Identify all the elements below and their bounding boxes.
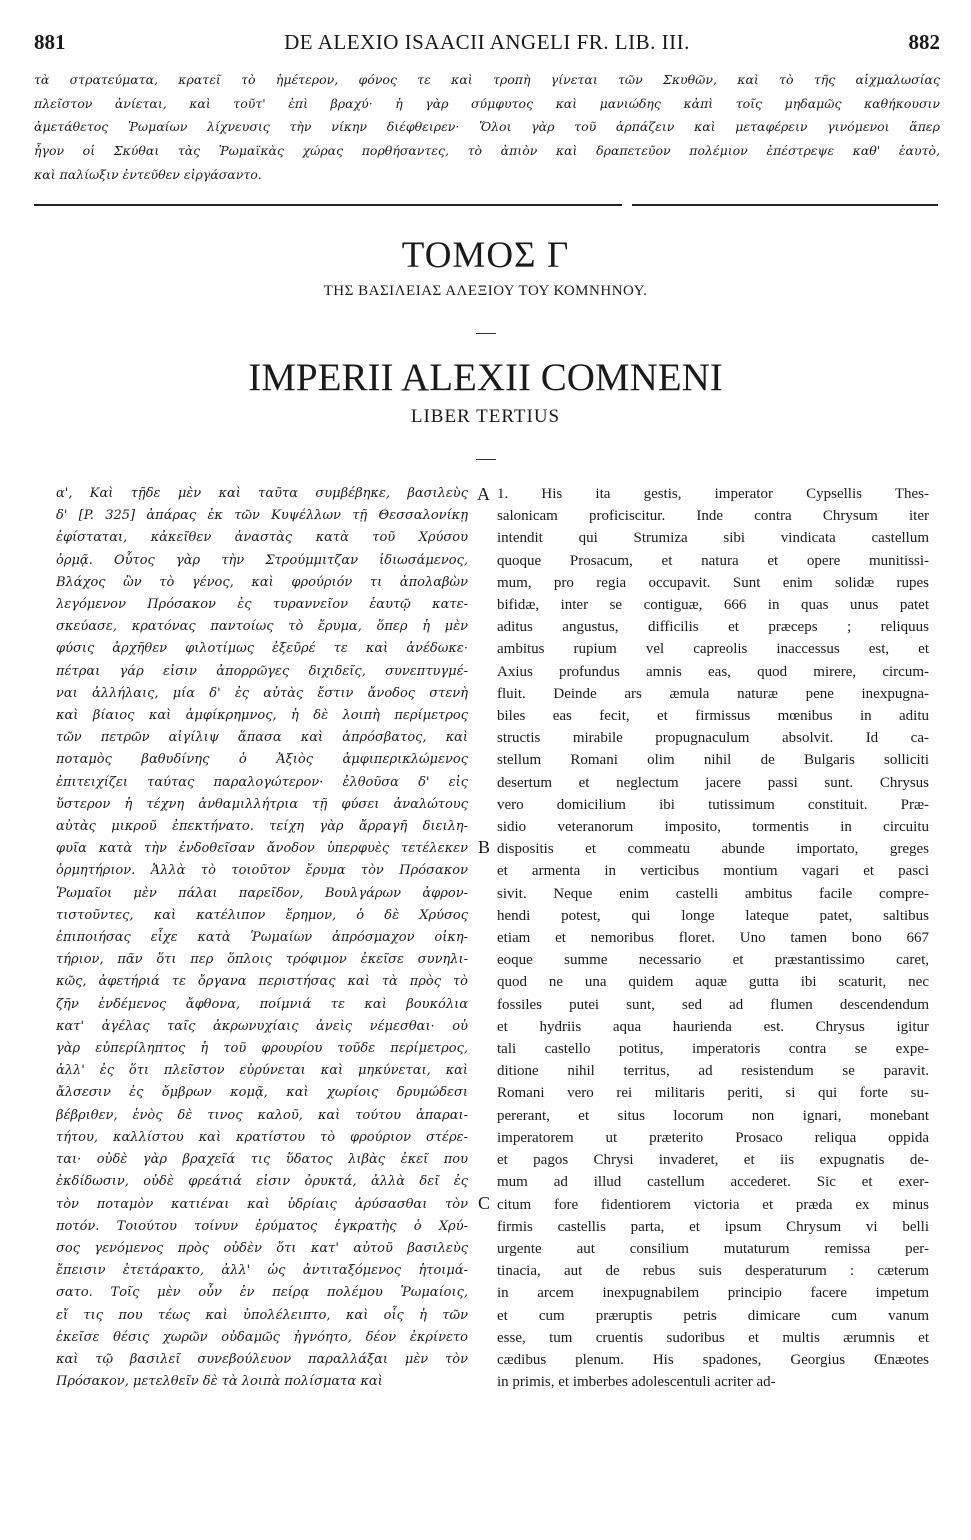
greek-line: σος γενόμενος πρὸς οὐδὲν ὅτι κατ' αὐτοῦ βασιλεὺς — [56, 1240, 468, 1256]
greek-line: καὶ τῷ βασιλεῖ συνεβούλευον παραλλάξαι μὲν τὸν — [56, 1351, 468, 1367]
greek-line: ται· οὐδὲ γὰρ βραχεῖά τις ὕδατος λιβὰς ἐκεῖ που — [56, 1152, 468, 1168]
greek-line: ἐφίσταται, κἀκεῖθεν ἀναστὰς κατὰ τοῦ Χρύσου — [56, 530, 468, 546]
latin-line: quod ne una quidem aquæ gutta ibi scaturit, nec — [497, 974, 929, 991]
greek-line: Πρόσακον, μετελθεῖν δὲ τὰ λοιπὰ πολίσματα καὶ — [56, 1374, 383, 1390]
latin-line: in primis, et imberbes adolescentuli acriter ad- — [497, 1374, 776, 1391]
margin-marker-a: A — [477, 484, 490, 504]
title-separator — [476, 459, 496, 460]
greek-line: κατ' ἀγέλας ταῖς ἀκρωνυχίαις ἀνεὶς νέμεσθαι· οὐ — [56, 1018, 468, 1034]
section-rule-left — [34, 204, 622, 206]
greek-line: ποταμὸς βαθυδίνης ὁ Ἀξιὸς ἀμφιπερικλώμενος — [56, 752, 468, 768]
greek-line: τήτου, καλλίστου καὶ κρατίστου τὸ φρούριον στέρε- — [56, 1129, 468, 1145]
latin-line: aditus angustus, difficilis et præceps ; reliquus — [497, 619, 929, 636]
greek-line: τήριον, πᾶν ὅτι περ ὅπλοις τρόφιμον ἐκεῖσε συνηλι- — [56, 952, 468, 968]
title-separator — [476, 333, 496, 334]
greek-line: ὁρμητήριον. Ἀλλὰ τὸ τοιοῦτον ἔρυμα τὸν Πρόσακον — [56, 863, 468, 879]
latin-line: eoque summe necessario et præstantissimo caret, — [497, 952, 929, 969]
latin-line: tinacia, aut de rebus suis desperaturum : cæterum — [497, 1263, 929, 1280]
latin-line: intendit qui Strumiza sibi vindicata castellum — [497, 530, 929, 547]
greek-line: ἐπιτειχίζει ταύτας παραλογώτερον· ἐλθοῦσα δ' εἰς — [56, 774, 468, 790]
latin-line: structis mirabile propugnaculum absolvit. Id ca- — [497, 730, 929, 747]
latin-line: in arcem inexpugnabilem principio facere impetum — [497, 1285, 929, 1302]
greek-line: ζῆν ἐνδέμενος ἄφθονα, ποίμνιά τε καὶ βουκόλια — [56, 996, 468, 1012]
page-number-right: 882 — [908, 30, 940, 54]
greek-line: σατο. Τοῖς μὲν οὖν ἐν πείρᾳ πολέμου Ῥωμαίοις, — [56, 1285, 468, 1301]
greek-line: γὰρ εὐπερίληπτος ἡ τοῦ φρουρίου τοῦδε περίμετρος, — [56, 1041, 468, 1057]
latin-line: urgente aut consilium mutaturum remissa per- — [497, 1240, 929, 1257]
greek-line: ναι ἀλλήλαις, μία δ' ἐς αὐτὰς ἔστιν ἄνοδος στενὴ — [56, 685, 468, 701]
intro-line: ἦγον οἱ Σκύθαι τὰς Ῥωμαϊκὰς χώρας πορθήσαντες, τὸ ἀπιὸν καὶ δραπετεῦον πολέμιον ἐπέστρεψε καθ' ἑαυτὸ, — [34, 143, 940, 159]
latin-line: salonicam proficiscitur. Inde contra Chrysum iter — [497, 508, 929, 525]
page-number-left: 881 — [34, 30, 66, 54]
latin-line: fossiles putei sunt, sed ad flumen descendendum — [497, 996, 929, 1013]
latin-line: sidio veteranorum imposito, tormentis in circuitu — [497, 819, 929, 836]
intro-line: πλεῖστον ἀνίεται, καὶ τοῦτ' ἐπὶ βραχύ· ἡ γὰρ σύμφυτος καὶ μανιώδης κἀπὶ τοῖς μηδαμῶς καθήκουσιν — [34, 95, 940, 111]
latin-line: hendi potest, qui longe lateque patet, saltibus — [497, 907, 929, 924]
latin-line: sivit. Neque enim castelli ambitus facile compre- — [497, 885, 929, 902]
greek-line: σκεύασε, κρατόνας παντοίως τὸ ἔρυμα, ὅπερ ἡ μὲν — [56, 619, 468, 635]
greek-line: φυῖα κατὰ τὴν ἐνδοθεῖσαν ἄνοδον ὑπερφυὲς τετέλεκεν — [56, 841, 468, 857]
latin-line: citum fore fidentiorem victoria et præda ex minus — [497, 1196, 929, 1213]
greek-line: ὁρμᾷ. Οὗτος γὰρ τὴν Στρούμμιτζαν ἰδιωσάμενος, — [56, 552, 468, 568]
intro-paragraph — [34, 68, 940, 187]
greek-line: τῶν πετρῶν αἰγίλιψ ἅπασα καὶ ἀπρόσβατος, καὶ — [56, 730, 468, 746]
latin-line: ambitus rupium vel capreolis inaccessus est, et — [497, 641, 929, 658]
greek-line: καὶ βίαιος καὶ ἀμφίκρημνος, ἡ δὲ λοιπὴ περίμετρος — [56, 708, 468, 724]
latin-line: desertum et neglectum jacere passi sunt. Chrysus — [497, 774, 929, 791]
latin-line: dispositis et commeatu abunde importato, greges — [497, 841, 929, 858]
greek-line: τὸν ποταμὸν κατιέναι καὶ ὑδρίαις ἀρύσασθαι τὸν — [56, 1196, 468, 1212]
greek-line: τιστοῦντες, καὶ κατέλιπον ἔρημον, ὁ δὲ Χρύσος — [56, 907, 468, 923]
latin-line: cædibus plenum. His spadones, Georgius Œnæotes — [497, 1351, 929, 1368]
greek-line: Βλάχος ὢν τὸ γένος, καὶ φρούριόν τι ἀπολαβὼν — [56, 574, 468, 590]
latin-line: et pagos Chrysi invaderet, et iis expugnatis de- — [497, 1152, 929, 1169]
intro-line: ἀμετάθετος Ῥωμαίων λίχνευσις τὴν νίκην διέφθειρεν· Ὅλοι γὰρ τοῦ ἁρπάζειν καὶ μεταφέρειν γινόμενοι ἅπερ — [34, 119, 940, 135]
greek-line: ἐκεῖσε θέσις χωρῶν οὐδαμῶς ἠγνόητο, δέον ἐκρίνετο — [56, 1329, 468, 1345]
latin-line: biles eas fecit, et firmissus mœnibus in aditu — [497, 708, 929, 725]
greek-line: αὐτὰς μικροῦ ἐπεκτήνατο. τείχη γὰρ ἄρραγῆ διειλη- — [56, 819, 468, 835]
greek-line: φύσις ἀρχῆθεν φιλοτίμως ἐξεῦρέ τε καὶ ἀνέδωκε· — [56, 641, 468, 657]
greek-book-subtitle: ΤΗΣ ΒΑΣΙΛΕΙΑΣ ΑΛΕΞΙΟΥ ΤΟΥ ΚΟΜΝΗΝΟΥ. — [323, 283, 648, 299]
latin-line: ditione nihil territus, ad resistendum se paravit. — [497, 1063, 929, 1080]
latin-line: pererant, et situs locorum non ignari, monebant — [497, 1107, 929, 1124]
margin-marker-b: B — [478, 837, 491, 857]
greek-line: πέτραι γάρ εἰσιν ἀπορρῶγες διχιδεῖς, συνεπτυγμέ- — [56, 663, 468, 679]
latin-line: quoque Prosacum, et natura et opere munitissi- — [497, 552, 929, 569]
running-title: DE ALEXIO ISAACII ANGELI FR. LIB. III. — [284, 30, 690, 54]
latin-line: et armenta in verticibus montium vagari et pasci — [497, 863, 929, 880]
latin-line: tali castello potitus, imperatoris contra se expe- — [497, 1041, 929, 1058]
latin-line: et cum præruptis petris dimicare cum vanum — [497, 1307, 929, 1324]
running-header — [34, 30, 940, 60]
greek-line: ἀλλ' ἐς ὅτι πλεῖστον εὐρύνεται καὶ μηκύνεται, καὶ — [56, 1063, 468, 1079]
latin-line: Axius profundus amnis eas, quod mirere, circum- — [497, 663, 929, 680]
margin-marker-c: C — [478, 1193, 491, 1213]
latin-line: mum, pro regia occupavit. Sunt enim solidæ rupes — [497, 574, 929, 591]
latin-line: bifidæ, inter se contiguæ, 666 in quas unus patet — [497, 597, 929, 614]
greek-line: λεγόμενον Πρόσακον ἐς τυραννεῖον ἑαυτῷ κατε- — [56, 597, 468, 613]
greek-line: εἴ τις που τέως καὶ ὑπολέλειπτο, καὶ οἷς ἡ τῶν — [56, 1307, 468, 1323]
latin-line: vero domicilium ibi tutissimum constituit. Præ- — [497, 796, 929, 813]
greek-line: δ' [P. 325] ἀπάρας ἐκ τῶν Κυψέλλων τῇ Θεσσαλονίκῃ — [56, 508, 468, 524]
latin-line: firmis castellis parta, et ipsum Chrysum vi belli — [497, 1218, 929, 1235]
latin-line: esse, tum cruentis sudoribus et multis ærumnis et — [497, 1329, 929, 1346]
latin-line: etiam et nemoribus floret. Uno tamen bono 667 — [497, 930, 929, 947]
latin-line: stellum Romani olim nihil de Bulgaris solliciti — [497, 752, 929, 769]
latin-line: 1. His ita gestis, imperator Cypsellis Thes- — [497, 486, 929, 502]
latin-line: mum ad illud castellum accederet. Sic et exer- — [497, 1174, 929, 1191]
greek-line: α', Καὶ τῇδε μὲν καὶ ταῦτα συμβέβηκε, βασιλεὺς — [56, 486, 468, 501]
greek-line: ἐκδίδωσιν, οὐδὲ φρεάτιά εἰσιν ὀρυκτά, ἀλλὰ δεῖ ἐς — [56, 1174, 468, 1190]
intro-line: τὰ στρατεύματα, κρατεῖ τὸ ἡμέτερον, φόνος τε καὶ τροπὴ γίνεται τῶν Σκυθῶν, καὶ τὸ τῆς αἰχμαλωσίας — [34, 72, 940, 87]
greek-line: κῶς, ἀφετήριά τε ὄργανα περιστήσας καὶ τὰ πρὸς τὸ — [56, 974, 468, 990]
latin-line: et hydriis aqua haurienda est. Chrysus igitur — [497, 1018, 929, 1035]
greek-line: ἔπεισιν ἐτετάρακτο, ἀλλ' ὡς ἀντιταξόμενος ἡτοιμά- — [56, 1263, 468, 1279]
latin-text-column — [497, 483, 929, 1393]
greek-text-column — [56, 483, 468, 1393]
latin-book-title: IMPERII ALEXII COMNENI — [248, 356, 723, 399]
greek-line: βέβριθεν, ἑνὸς δὲ τινος καλοῦ, καὶ τούτου ἀπαραι- — [56, 1107, 468, 1123]
latin-line: imperatorem ut præterito Prosaco reliqua oppida — [497, 1129, 929, 1146]
greek-line: ὕστερον ἡ τέχνη ἀνθαμιλλήτρια τῇ φύσει ἀναλώτους — [56, 796, 468, 812]
greek-line: Ῥωμαῖοι μὲν πάλαι παρεῖδον, Βουλγάρων ἀφρον- — [56, 885, 468, 901]
latin-line: fluit. Deinde ars æmula naturæ pene inexpugna- — [497, 685, 929, 702]
intro-line: καὶ παλίωξιν ἐντεῦθεν εἰργάσαντο. — [34, 166, 262, 182]
greek-line: ἐπιποιήσας εἶχε κατὰ Ῥωμαίων ἀπρόσμαχον οἰκη- — [56, 930, 468, 946]
latin-line: Romani vero rei militaris periti, si qui forte su- — [497, 1085, 929, 1102]
greek-book-title: ΤΟΜΟΣ Γ — [401, 235, 570, 276]
section-rule-right — [632, 204, 938, 206]
latin-book-subtitle: LIBER TERTIUS — [410, 406, 561, 427]
greek-line: ποτόν. Τοιούτου τοίνυν ἐρύματος ἐγκρατὴς ὁ Χρύ- — [56, 1218, 468, 1234]
greek-line: ἄλσεσιν ἐς ὄμβρων κομᾷ, καὶ χωρίοις δρυμώδεσι — [56, 1085, 468, 1101]
